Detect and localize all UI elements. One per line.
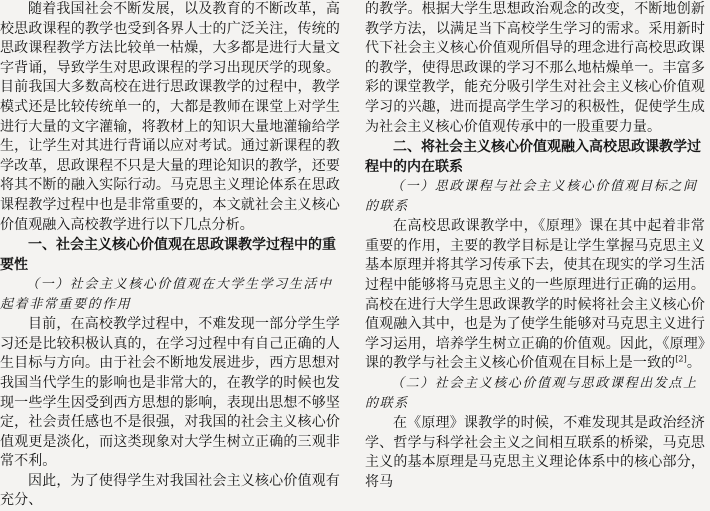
citation-marker: [2] — [675, 354, 687, 364]
subsection-2-2-heading: （二）社会主义核心价值观与思政课程出发点上的联系 — [365, 375, 698, 411]
subsection-1-1-paragraph-2: 因此，为了使得学生对我国社会主义核心价值观有充分、 — [0, 472, 340, 509]
continued-paragraph: 的教学。根据大学生思想政治观念的改变，不断地创新教学方法，以满足当下高校学生学习的需求。采用新时代下社会主义核心价值观所倡导的理念进行高校思政课的教学，使得思政课的学习不那么地枯燥单一。丰富多彩的课堂教学，能充分吸引学生对社会主义核心价值观学习的兴趣，进而提高学生学习的积极性，促使学生成为社会主义核心价值观传承中的一股重要力量。 — [365, 1, 705, 135]
subsection-2-1-text-end: 。 — [686, 355, 701, 372]
section-1-heading: 一、社会主义核心价值观在思政课教学过程中的重要性 — [0, 237, 336, 274]
section-2-heading: 二、将社会主义核心价值观融入高校思政课教学过程中的内在联系 — [365, 139, 701, 176]
left-column — [0, 0, 340, 511]
subsection-2-2-paragraph: 在《原理》课教学的时候，不难发现其是政治经济学、哲学与科学社会主义之间相互联系的桥梁，马克思主义的基本原理是马克思主义理论体系中的核心部分，将马 — [365, 414, 705, 490]
intro-paragraph: 随着我国社会不断发展，以及教育的不断改革，高校思政课程的教学也受到各界人士的广泛关注，传统的思政课程教学方法比较单一枯燥，大多都是进行大量文字背诵，导致学生对思政课程的学习出现厌学的现象。目前我国大多数高校在进行思政课教学的过程中，教学模式还是比较传统单一的，大都是教师在课堂上对学生进行大量的文字灌输，将教材上的知识大量地灌输给学生，让学生对其进行背诵以应对考试。通过新课程的教学改革，思政课程不只是大量的理论知识的教学，还要将其不断的融入实际行动。马克思主义理论体系在思政课程教学过程中也是非常重要的，本文就社会主义核心价值观融入高校教学进行以下几点分析。 — [0, 1, 340, 233]
subsection-1-1-paragraph: 目前，在高校教学过程中，不难发现一部分学生学习还是比较积极认真的，在学习过程中有自己正确的人生目标与方向。由于社会不断地发展进步，西方思想对我国当代学生的影响也是非常大的，在教学的时候也发现一些学生因受到西方思想的影响，表现出思想不够坚定，社会责任感也不是很强，对我国的社会主义核心价值观更是淡化，而这类现象对大学生树立正确的三观非常不利。 — [0, 316, 340, 470]
subsection-2-1-text: 在高校思政课教学中，《原理》课在其中起着非常重要的作用，主要的教学目标是让学生掌握马克思主义基本原理并将其学习传承下去，使其在现实的学习生活过程中能够将马克思主义的一些原理进行正确的运用。高校在进行大学生思政课教学的时候将社会主义核心价值观融入其中，也是为了使学生能够对马克思主义进行学习运用，培养学生树立正确的价值观。因此，《原理》课的教学与社会主义核心价值观在目标上是一致的 — [365, 218, 705, 372]
subsection-2-1-paragraph — [365, 217, 705, 374]
subsection-2-1-heading: （一）思政课程与社会主义核心价值观目标之间的联系 — [365, 179, 698, 215]
right-column — [365, 0, 705, 492]
subsection-1-1-heading: （一）社会主义核心价值观在大学生学习生活中起着非常重要的作用 — [0, 277, 333, 313]
